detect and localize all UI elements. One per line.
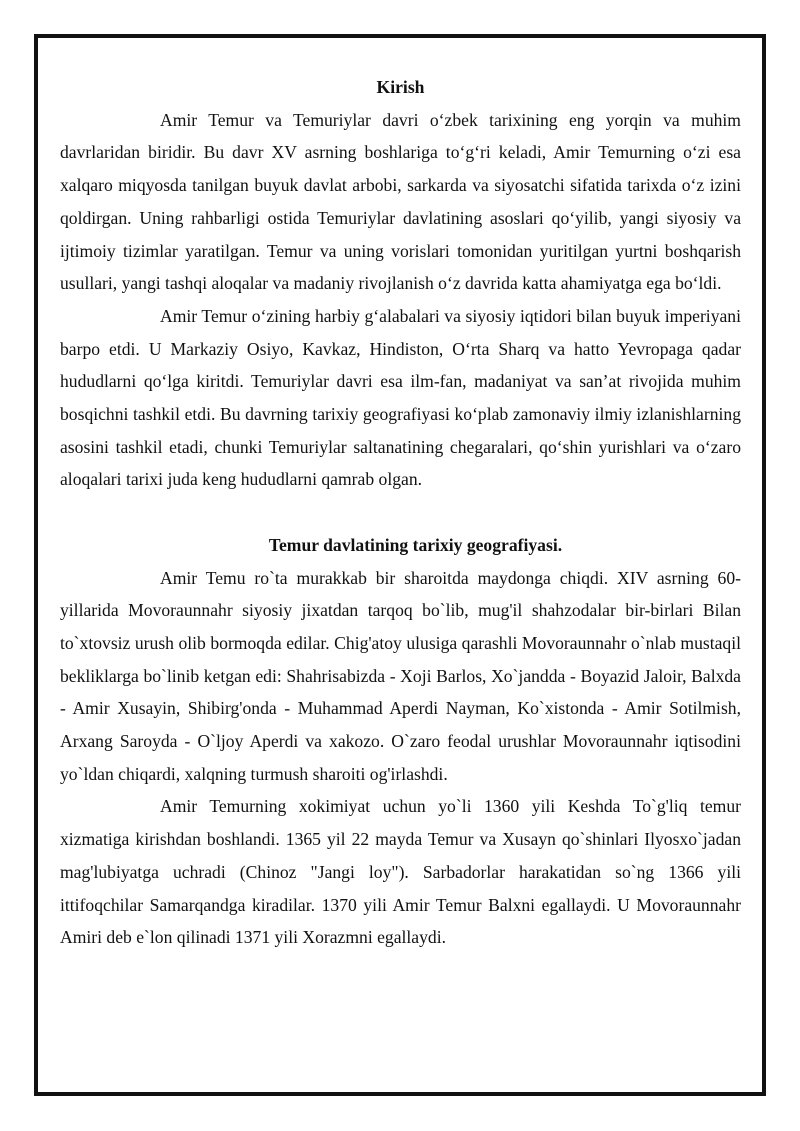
intro-heading: Kirish [376, 77, 425, 97]
section-paragraph-1: Amir Temu ro`ta murakkab bir sharoitda maydonga chiqdi. XIV asrning 60-yillarida Movoraunnahr siyosiy jixatdan tarqoq bo`lib, mug'il shahzodalar bir-birlari Bilan to`xtovsiz urush olib bormoqda edilar. Chig'atoy ulusiga qarashli Movoraunnahr o`nlab mustaqil bekliklarga bo`linib ketgan edi: Shahrisabizda - Xoji Barlos, Xo`jandda - Boyazid Jaloir, Balxda - Amir Xusayin, Shibirg'onda - Muhammad Aperdi Nayman, Ko`xistonda - Amir Sotilmish, Arxang Saroyda - O`ljoy Aperdi va xakozo. O`zaro feodal urushlar Movoraunnahr iqtisodini yo`ldan chiqardi, xalqning turmush sharoiti og'irlashdi. [60, 567, 741, 784]
section-heading: Temur davlatining tarixiy geografiyasi. [268, 534, 563, 555]
document-body [60, 71, 741, 954]
intro-paragraph-1: Amir Temur va Temuriylar davri o‘zbek tarixining eng yorqin va muhim davrlaridan biridir. Bu davr XV asrning boshlariga to‘g‘ri keladi, Amir Temurning o‘zi esa xalqaro miqyosda tanilgan buyuk davlat arbobi, sarkarda va siyosatchi sifatida tarixda o‘z izini qoldirgan. Uning rahbarligi ostida Temuriylar davlatining asoslari qo‘yilib, yangi siyosiy va ijtimoiy tizimlar yaratilgan. Temur va uning vorislari tomonidan yuritilgan yurtni boshqarish usullari, yangi tashqi aloqalar va madaniy rivojlanish o‘z davrida katta ahamiyatga ega bo‘ldi. [60, 109, 741, 294]
intro-paragraph-2: Amir Temur o‘zining harbiy g‘alabalari va siyosiy iqtidori bilan buyuk imperiyani barpo etdi. U Markaziy Osiyo, Kavkaz, Hindiston, O‘rta Sharq va hatto Yevropaga qadar hududlarni qo‘lga kiritdi. Temuriylar davri esa ilm-fan, madaniyat va san’at rivojida muhim bosqichni tashkil etdi. Bu davrning tarixiy geografiyasi ko‘plab zamonaviy ilmiy izlanishlarning asosini tashkil etadi, chunki Temuriylar saltanatining chegaralari, qo‘shin yurishlari va o‘zaro aloqalari tarixi juda keng hududlarni qamrab olgan. [60, 305, 741, 490]
section-paragraph-2: Amir Temurning xokimiyat uchun yo`li 1360 yili Keshda To`g'liq temur xizmatiga kirishdan boshlandi. 1365 yil 22 mayda Temur va Xusayn qo`shinlari Ilyosxo`jadan mag'lubiyatga uchradi (Chinoz "Jangi loy"). Sarbadorlar harakatidan so`ng 1366 yili ittifoqchilar Samarqandga kiradilar. 1370 yili Amir Temur Balxni egallaydi. U Movoraunnahr Amiri deb e`lon qilinadi 1371 yili Xorazmni egallaydi. [60, 796, 741, 948]
